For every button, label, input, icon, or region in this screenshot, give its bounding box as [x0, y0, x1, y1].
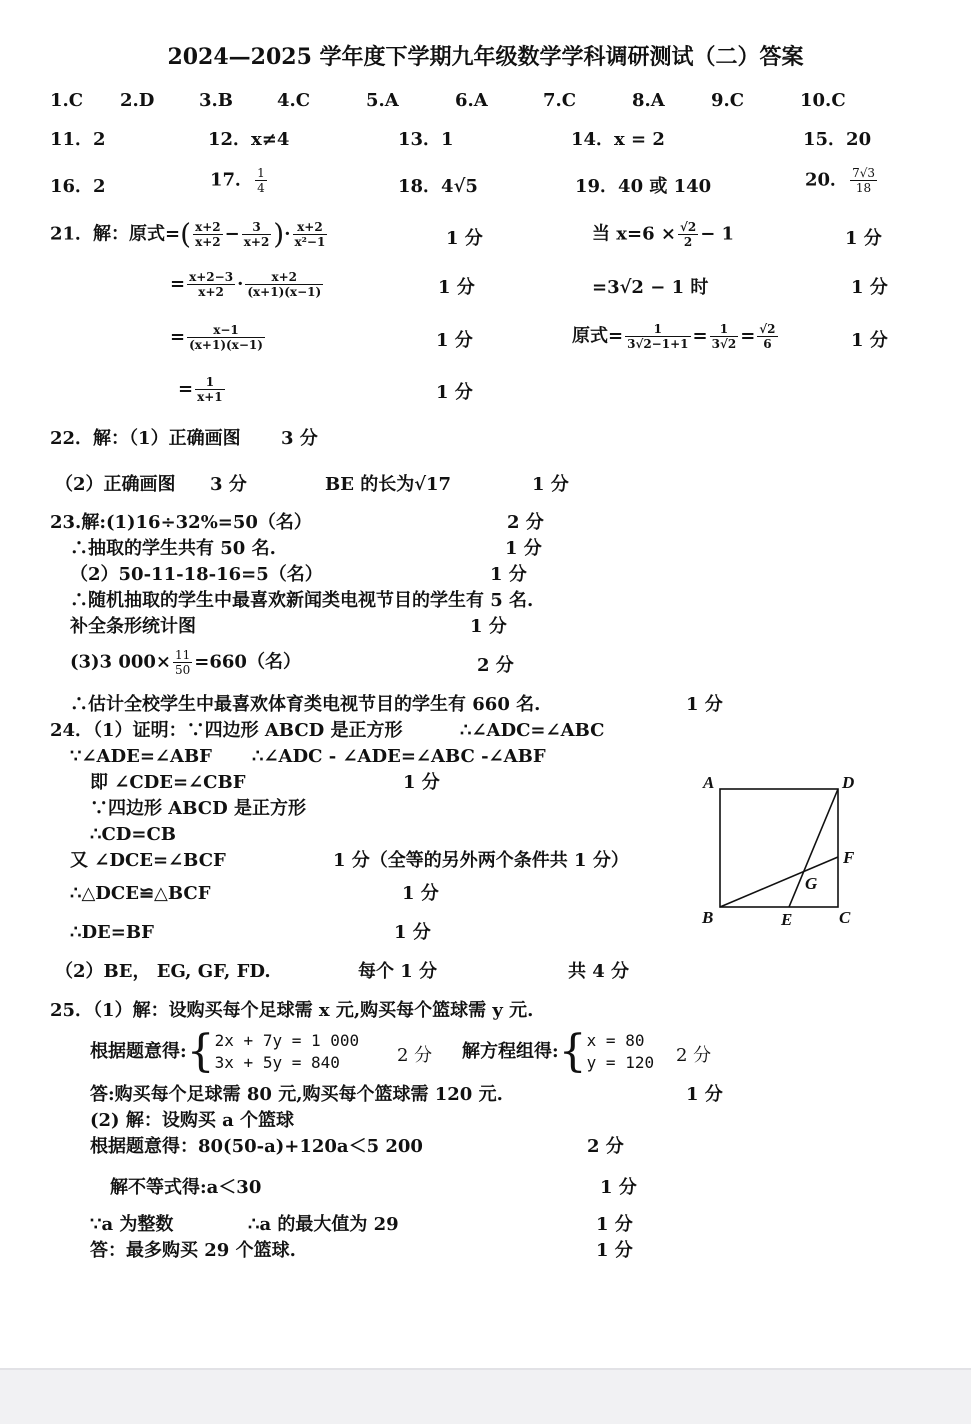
- q25-solution: 解方程组得:{ x = 80 y = 120: [462, 1026, 655, 1077]
- score: 1 分: [446, 228, 483, 249]
- q24-line8: ∴DE=BF: [70, 922, 154, 943]
- q25-line1: 25．（1）解：设购买每个足球需 x 元,购买每个篮球需 y 元.: [50, 1000, 534, 1021]
- choice-answer: 9.C: [711, 90, 745, 111]
- label-b: B: [702, 908, 714, 927]
- q23-line2: ∴抽取的学生共有 50 名.: [70, 538, 276, 559]
- q24-line5: ∴CD=CB: [90, 824, 177, 845]
- q24-each-score: 每个 1 分: [358, 961, 438, 982]
- choice-answer: 1.C: [50, 90, 84, 111]
- fill-answer-20: 20． $\frac{7√3}{18}$: [805, 166, 875, 195]
- q21-line2: = $\frac{x+2-3}{x+2}$ · $\frac{x+2}{(x+1)(x-1)}$: [170, 270, 322, 299]
- score: 3 分: [210, 474, 247, 495]
- q25-line5: 根据题意得：80(50-a)+120a＜5 200: [90, 1136, 423, 1157]
- fill-answer-17: 17． $\frac{1}{4}$: [210, 166, 265, 195]
- choice-answer: 5.A: [366, 90, 399, 111]
- label-c: C: [839, 908, 851, 927]
- q22-line1: 22．解：（1）正确画图: [50, 428, 241, 449]
- score: 1 分: [403, 772, 440, 793]
- square-abcd: [720, 789, 838, 907]
- q23-line5: 补全条形统计图: [70, 616, 196, 637]
- q21-line4: = $\frac{1}{x+1}$: [178, 375, 223, 404]
- score: 1 分: [490, 564, 527, 585]
- q21-line3: = $\frac{x-1}{(x+1)(x-1)}$: [170, 323, 263, 352]
- q24-line4: ∵四边形 ABCD 是正方形: [90, 798, 306, 819]
- q21-right1: 当 x=6 × $\frac{√2}{2}$ − 1: [592, 220, 735, 249]
- q25-system: 根据题意得:{ 2x + 7y = 1 000 3x + 5y = 840: [90, 1026, 360, 1077]
- score: 1 分: [596, 1240, 633, 1261]
- page-bottom-bar: [0, 1368, 971, 1424]
- square-figure: [695, 765, 870, 935]
- choice-answer: 4.C: [277, 90, 311, 111]
- q23-line6: (3)3 000× $\frac{11}{50}$ =660（名）: [70, 648, 301, 677]
- q21-right3: 原式= $\frac{1}{3√2-1+1}$ = $\frac{1}{3√2}$ = $\frac{√2}{6}$: [572, 322, 776, 351]
- label-f: F: [843, 848, 855, 867]
- fill-answer-11: 11．2: [50, 129, 106, 150]
- q25-line7: ∵a 为整数: [90, 1214, 174, 1235]
- fill-answer-16: 16．2: [50, 176, 106, 197]
- q25-line6: 解不等式得:a＜30: [110, 1177, 262, 1198]
- q22-line2: （2）正确画图: [55, 474, 176, 495]
- score: 2 分: [587, 1136, 624, 1157]
- choice-answer: 10.C: [800, 90, 846, 111]
- q24-line2b: ∴∠ADC - ∠ADE=∠ABC -∠ABF: [252, 746, 546, 767]
- page-title: 2024—2025 学年度下学期九年级数学学科调研测试（二）答案: [167, 44, 804, 70]
- label-g: G: [805, 874, 818, 893]
- score: 1 分: [470, 616, 507, 637]
- fill-answer-19: 19．40 或 140: [575, 176, 712, 197]
- q23-line4: ∴随机抽取的学生中最喜欢新闻类电视节目的学生有 5 名.: [70, 590, 534, 611]
- score: 1 分: [596, 1214, 633, 1235]
- choice-answer: 7.C: [543, 90, 577, 111]
- q23-line3: （2）50-11-18-16=5（名）: [70, 564, 323, 585]
- q24-line2: ∵∠ADE=∠ABF: [70, 746, 212, 767]
- label-e: E: [781, 910, 793, 929]
- q25-line8: 答：最多购买 29 个篮球.: [90, 1240, 296, 1261]
- q22-be-length: BE 的长为√17: [325, 474, 452, 495]
- score: 1 分: [851, 277, 888, 298]
- choice-answer: 8.A: [632, 90, 665, 111]
- fill-answer-14: 14．x = 2: [571, 129, 665, 150]
- q24-line9: （2）BE， EG, GF, FD.: [55, 961, 271, 982]
- score: 1 分: [686, 1084, 723, 1105]
- q21-line1: 21．解：原式=( $\frac{x+2}{x+2}$ − $\frac{3}{x+2}$ )· $\frac{x+2}{\text{x²−1}}$: [50, 217, 326, 251]
- score: 2 分: [397, 1045, 433, 1066]
- q25-line4: (2) 解：设购买 a 个篮球: [90, 1110, 295, 1131]
- score: 1 分: [402, 883, 439, 904]
- score: 1 分: [600, 1177, 637, 1198]
- score: 1 分: [851, 330, 888, 351]
- score: 1 分: [686, 694, 723, 715]
- q23-line7: ∴估计全校学生中最喜欢体育类电视节目的学生有 660 名.: [70, 694, 541, 715]
- q25-line3: 答:购买每个足球需 80 元,购买每个篮球需 120 元.: [90, 1084, 503, 1105]
- q24-line3: 即 ∠CDE=∠CBF: [90, 772, 246, 793]
- score: 1 分（全等的另外两个条件共 1 分）: [333, 850, 629, 871]
- label-a: A: [703, 773, 715, 792]
- fill-answer-18: 18．4√5: [398, 176, 478, 197]
- q21-right2: =3√2 − 1 时: [592, 277, 709, 298]
- score: 2 分: [676, 1045, 712, 1066]
- score: 共 4 分: [568, 961, 630, 982]
- fill-answer-12: 12．x≠4: [208, 129, 290, 150]
- score: 1 分: [438, 277, 475, 298]
- segment-bf: [720, 857, 838, 907]
- choice-answer: 6.A: [455, 90, 488, 111]
- choice-answer: 3.B: [199, 90, 234, 111]
- score: 1 分: [845, 228, 882, 249]
- fill-answer-15: 15．20: [803, 129, 872, 150]
- score: 1 分: [532, 474, 569, 495]
- score: 1 分: [436, 330, 473, 351]
- score: 1 分: [394, 922, 431, 943]
- score: 1 分: [505, 538, 542, 559]
- q25-line7b: ∴a 的最大值为 29: [248, 1214, 399, 1235]
- choice-answer: 2.D: [120, 90, 155, 111]
- score: 2 分: [477, 655, 514, 676]
- q24-line6: 又 ∠DCE=∠BCF: [70, 850, 226, 871]
- score: 3 分: [281, 428, 318, 449]
- q24-line1b: ∴∠ADC=∠ABC: [460, 720, 605, 741]
- q24-line7: ∴△DCE≌△BCF: [70, 883, 211, 904]
- q24-line1: 24．（1）证明：∵四边形 ABCD 是正方形: [50, 720, 403, 741]
- score: 1 分: [436, 382, 473, 403]
- q23-line1: 23.解:(1)16÷32%=50（名）: [50, 512, 312, 533]
- label-d: D: [842, 773, 855, 792]
- fill-answer-13: 13．1: [398, 129, 454, 150]
- score: 2 分: [507, 512, 544, 533]
